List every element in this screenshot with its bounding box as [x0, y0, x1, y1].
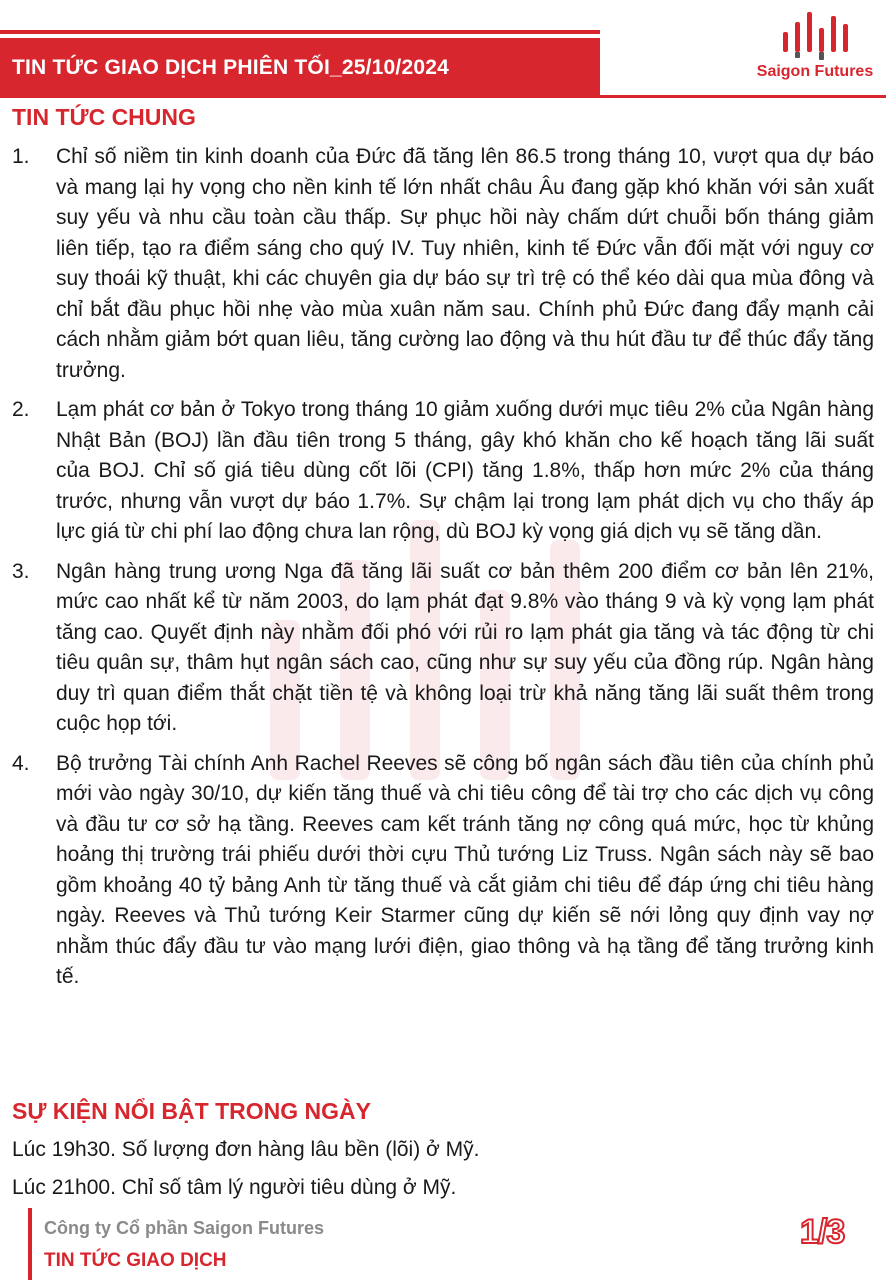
saigon-futures-logo [748, 8, 882, 88]
section-events-title: SỰ KIỆN NỔI BẬT TRONG NGÀY [12, 1098, 371, 1124]
page-title: TIN TỨC GIAO DỊCH PHIÊN TỐI_25/10/2024 [12, 56, 449, 79]
footer-subtitle: TIN TỨC GIAO DỊCH [44, 1250, 227, 1271]
item-text: Ngân hàng trung ương Nga đã tăng lãi suất cơ bản thêm 200 điểm cơ bản lên 21%, mức cao nhất kể từ năm 2003, do lạm phát đạt 9.8% vào tháng 9 và kỳ vọng lạm phát tăng cao. Quyết định này nhằm đối phó với rủi ro lạm phát gia tăng và tác động từ chi tiêu quân sự, thâm hụt ngân sách cao, cũng như sự suy yếu của đồng rúp. Ngân hàng duy trì quan điểm thắt chặt tiền tệ và không loại trừ khả năng tăng lãi suất thêm trong cuộc họp tới. [56, 559, 874, 735]
header-divider [0, 95, 886, 98]
item-text: Chỉ số niềm tin kinh doanh của Đức đã tăng lên 86.5 trong tháng 10, vượt qua dự báo và mang lại hy vọng cho nền kinh tế lớn nhất châu Âu đang gặp khó khăn với sản xuất suy yếu và nhu cầu toàn cầu thấp. Sự phục hồi này chấm dứt chuỗi bốn tháng giảm liên tiếp, tạo ra điểm sáng cho quý IV. Tuy nhiên, kinh tế Đức vẫn đối mặt với nguy cơ suy thoái kỹ thuật, khi các chuyên gia dự báo sự trì trệ có thể kéo dài qua mùa đông và chỉ bắt đầu phục hồi nhẹ vào mùa xuân năm sau. Chính phủ Đức đang đẩy mạnh cải cách nhằm giảm bớt quan liêu, tăng cường lao động và thu hút đầu tư để thúc đẩy tăng trưởng. [56, 145, 874, 382]
list-item [12, 557, 874, 740]
item-number: 3. [12, 559, 30, 583]
page-number: 1/3 [800, 1213, 845, 1251]
logo-bars-icon [748, 8, 882, 63]
list-item [12, 749, 874, 993]
item-text: Bộ trưởng Tài chính Anh Rachel Reeves sẽ công bố ngân sách đầu tiên của chính phủ mới vào ngày 30/10, dự kiến tăng thuế và chi tiêu công để tài trợ cho các dịch vụ công và đầu tư cơ sở hạ tầng. Reeves cam kết tránh tăng nợ công quá mức, học từ khủng hoảng thị trường trái phiếu dưới thời cựu Thủ tướng Liz Truss. Ngân sách này sẽ bao gồm khoảng 40 tỷ bảng Anh từ tăng thuế và cắt giảm chi tiêu để đáp ứng chi tiêu hàng ngày. Reeves và Thủ tướng Keir Starmer cũng dự kiến sẽ nới lỏng quy định vay nợ nhằm thúc đẩy đầu tư vào mạng lưới điện, giao thông và hạ tầng để tăng trưởng kinh tế. [56, 751, 874, 988]
logo-text: Saigon Futures [756, 63, 874, 80]
item-number: 4. [12, 751, 30, 775]
event-item: Lúc 19h30. Số lượng đơn hàng lâu bền (lõi) ở Mỹ. [12, 1138, 480, 1161]
section-general-title: TIN TỨC CHUNG [12, 104, 196, 130]
event-item: Lúc 21h00. Chỉ số tâm lý người tiêu dùng ở Mỹ. [12, 1176, 457, 1199]
item-number: 2. [12, 398, 30, 421]
list-item [12, 142, 874, 386]
item-text: Lạm phát cơ bản ở Tokyo trong tháng 10 giảm xuống dưới mục tiêu 2% của Ngân hàng Nhật Bản (BOJ) lần đầu tiên trong 5 tháng, gây khó khăn cho kế hoạch tăng lãi suất của BOJ. Chỉ số giá tiêu dùng cốt lõi (CPI) tăng 1.8%, thấp hơn mức 2% của tháng trước, nhưng vẫn vượt dự báo 1.7%. Sự chậm lại trong lạm phát dịch vụ cho thấy áp lực giá từ chi phí lao động chưa lan rộng, dù BOJ kỳ vọng giá dịch vụ sẽ tăng dần. [56, 398, 874, 543]
footer-company: Công ty Cổ phần Saigon Futures [44, 1218, 324, 1238]
news-list [12, 142, 874, 1002]
list-item [12, 395, 874, 548]
footer-accent-bar [28, 1208, 32, 1280]
header-top-line [0, 30, 600, 34]
item-number: 1. [12, 145, 30, 168]
